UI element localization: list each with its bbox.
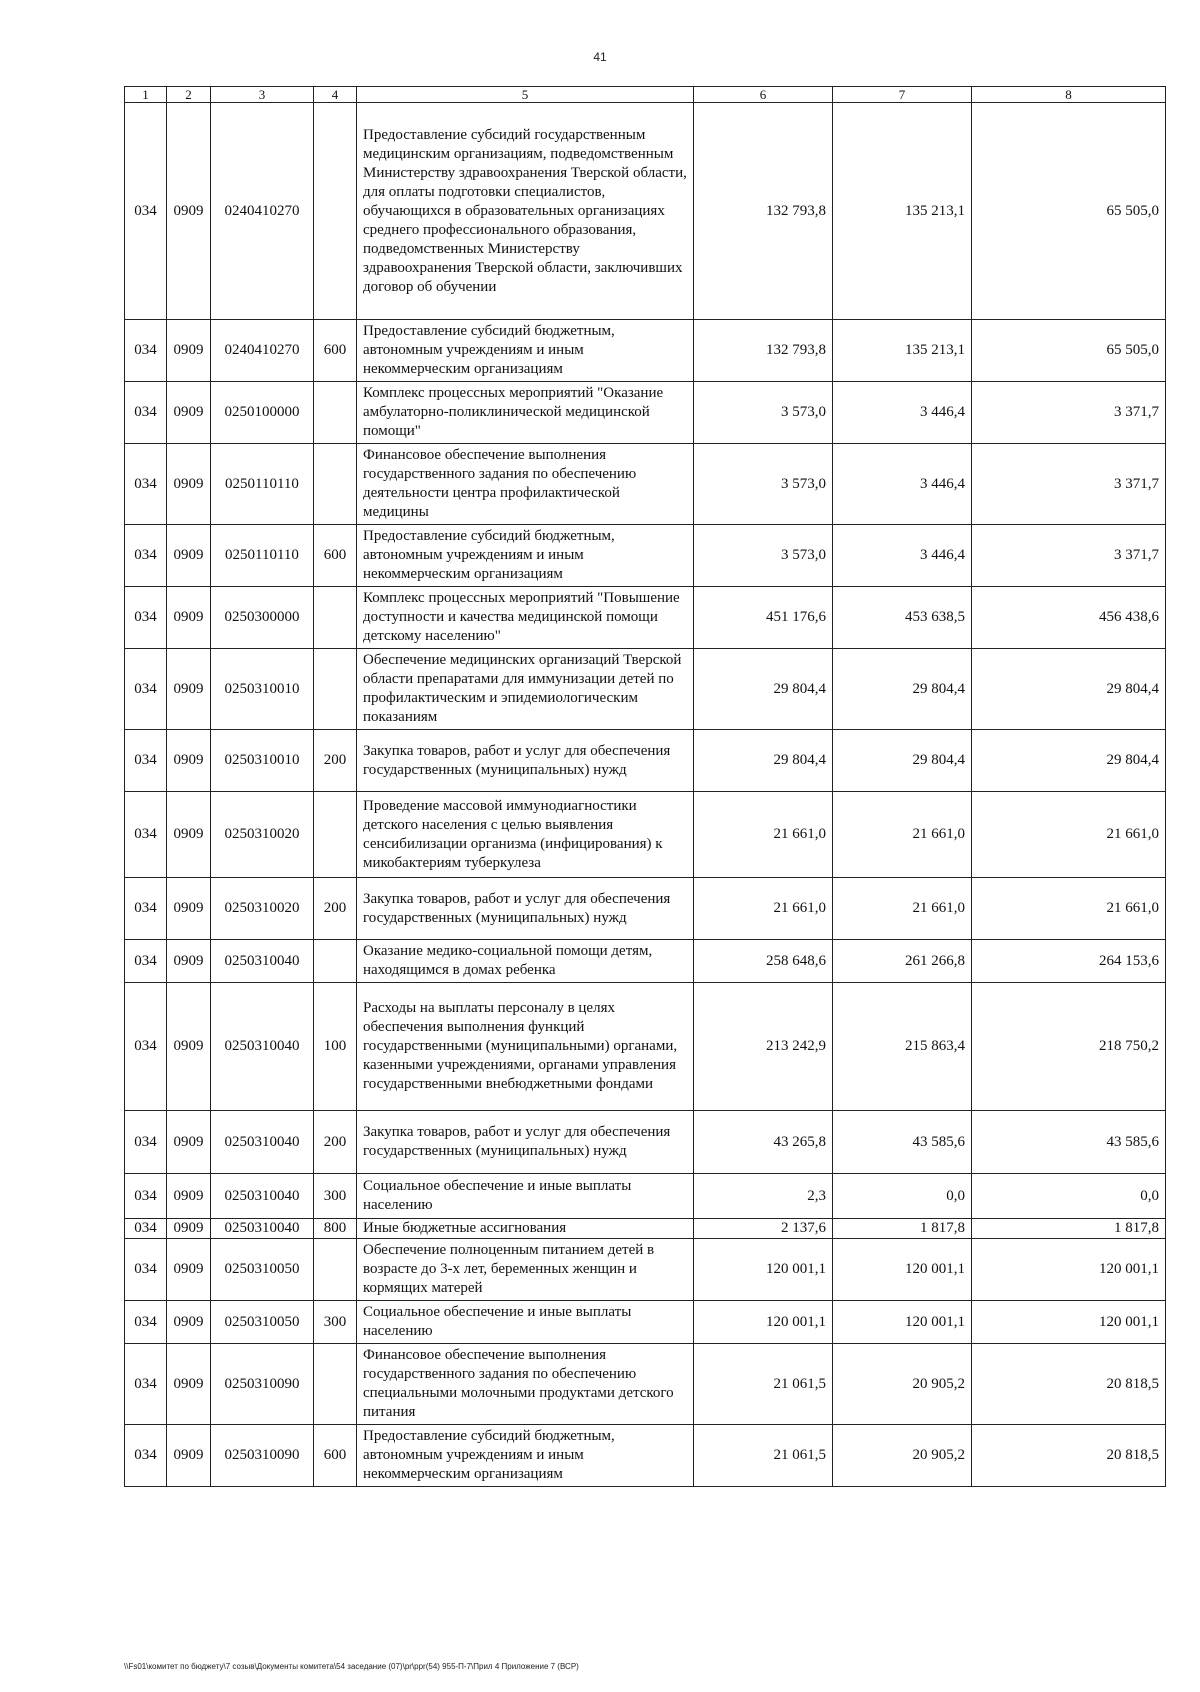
cell-amount-col7: 20 905,2 <box>833 1344 972 1425</box>
table-row <box>125 983 1166 1111</box>
cell-amount-col6: 2 137,6 <box>694 1219 833 1239</box>
table-row <box>125 587 1166 649</box>
cell-amount-col8: 3 371,7 <box>972 525 1166 587</box>
cell-amount-col8: 0,0 <box>972 1174 1166 1219</box>
cell-description: Предоставление субсидий бюджетным, автономным учреждениям и иным некоммерческим организациям <box>357 320 694 382</box>
cell-grbs: 034 <box>125 1219 167 1239</box>
cell-grbs: 034 <box>125 1111 167 1174</box>
table-row <box>125 525 1166 587</box>
cell-expense-type <box>314 103 357 320</box>
cell-target-article: 0250310040 <box>211 983 314 1111</box>
table-row <box>125 792 1166 878</box>
cell-amount-col6: 21 061,5 <box>694 1425 833 1487</box>
cell-amount-col7: 43 585,6 <box>833 1111 972 1174</box>
cell-target-article: 0250310010 <box>211 649 314 730</box>
cell-amount-col8: 120 001,1 <box>972 1301 1166 1344</box>
page-number: 41 <box>593 50 607 64</box>
cell-grbs: 034 <box>125 1344 167 1425</box>
cell-grbs: 034 <box>125 382 167 444</box>
cell-amount-col7: 3 446,4 <box>833 525 972 587</box>
cell-expense-type: 200 <box>314 1111 357 1174</box>
cell-amount-col8: 1 817,8 <box>972 1219 1166 1239</box>
cell-description: Оказание медико-социальной помощи детям, находящимся в домах ребенка <box>357 940 694 983</box>
budget-table <box>124 86 1166 1487</box>
table-row <box>125 103 1166 320</box>
cell-expense-type <box>314 444 357 525</box>
cell-expense-type: 200 <box>314 878 357 940</box>
cell-amount-col7: 261 266,8 <box>833 940 972 983</box>
cell-description: Предоставление субсидий государственным медицинским организациям, подведомственным Министерству здравоохранения Тверской области, для оплаты подготовки специалистов, обучающихся в образовательных организациях среднего профессионального образования, подведомственных Министерству здравоохранения Тверской области, заключивших договор об обучении <box>357 103 694 320</box>
cell-section: 0909 <box>167 1301 211 1344</box>
cell-target-article: 0250310050 <box>211 1239 314 1301</box>
cell-amount-col7: 120 001,1 <box>833 1301 972 1344</box>
cell-expense-type <box>314 649 357 730</box>
column-number-row <box>125 87 1166 103</box>
cell-target-article: 0250110110 <box>211 444 314 525</box>
cell-amount-col6: 21 661,0 <box>694 878 833 940</box>
cell-grbs: 034 <box>125 1425 167 1487</box>
cell-expense-type: 200 <box>314 730 357 792</box>
cell-expense-type: 800 <box>314 1219 357 1239</box>
cell-description: Закупка товаров, работ и услуг для обеспечения государственных (муниципальных) нужд <box>357 1111 694 1174</box>
table-row <box>125 1174 1166 1219</box>
column-header: 3 <box>211 87 314 103</box>
cell-amount-col6: 132 793,8 <box>694 320 833 382</box>
cell-expense-type <box>314 1239 357 1301</box>
column-header: 8 <box>972 87 1166 103</box>
cell-grbs: 034 <box>125 1301 167 1344</box>
cell-grbs: 034 <box>125 940 167 983</box>
cell-description: Закупка товаров, работ и услуг для обеспечения государственных (муниципальных) нужд <box>357 878 694 940</box>
cell-section: 0909 <box>167 1239 211 1301</box>
cell-description: Расходы на выплаты персоналу в целях обеспечения выполнения функций государственными (муниципальными) органами, казенными учреждениями, органами управления государственными внебюджетными фондами <box>357 983 694 1111</box>
cell-description: Проведение массовой иммунодиагностики детского населения с целью выявления сенсибилизации организма (инфицирования) к микобактериям туберкулеза <box>357 792 694 878</box>
cell-amount-col7: 3 446,4 <box>833 444 972 525</box>
cell-amount-col8: 264 153,6 <box>972 940 1166 983</box>
column-header: 4 <box>314 87 357 103</box>
cell-description: Комплекс процессных мероприятий "Оказание амбулаторно-поликлинической медицинской помощи" <box>357 382 694 444</box>
cell-amount-col7: 29 804,4 <box>833 730 972 792</box>
cell-amount-col6: 3 573,0 <box>694 444 833 525</box>
table-row <box>125 320 1166 382</box>
cell-grbs: 034 <box>125 730 167 792</box>
column-header: 2 <box>167 87 211 103</box>
cell-grbs: 034 <box>125 587 167 649</box>
table-row <box>125 1425 1166 1487</box>
table-row <box>125 1301 1166 1344</box>
cell-description: Закупка товаров, работ и услуг для обеспечения государственных (муниципальных) нужд <box>357 730 694 792</box>
cell-amount-col8: 43 585,6 <box>972 1111 1166 1174</box>
cell-amount-col8: 29 804,4 <box>972 730 1166 792</box>
cell-section: 0909 <box>167 940 211 983</box>
cell-section: 0909 <box>167 525 211 587</box>
cell-description: Социальное обеспечение и иные выплаты населению <box>357 1174 694 1219</box>
cell-target-article: 0250310050 <box>211 1301 314 1344</box>
cell-target-article: 0250310040 <box>211 1174 314 1219</box>
table-row <box>125 382 1166 444</box>
cell-section: 0909 <box>167 730 211 792</box>
cell-amount-col7: 29 804,4 <box>833 649 972 730</box>
cell-section: 0909 <box>167 587 211 649</box>
cell-target-article: 0250310040 <box>211 940 314 983</box>
cell-amount-col6: 29 804,4 <box>694 730 833 792</box>
cell-section: 0909 <box>167 444 211 525</box>
cell-target-article: 0250310010 <box>211 730 314 792</box>
cell-amount-col8: 21 661,0 <box>972 878 1166 940</box>
cell-grbs: 034 <box>125 525 167 587</box>
table-row <box>125 730 1166 792</box>
cell-target-article: 0250310040 <box>211 1111 314 1174</box>
cell-amount-col6: 43 265,8 <box>694 1111 833 1174</box>
cell-expense-type: 600 <box>314 525 357 587</box>
cell-expense-type: 600 <box>314 320 357 382</box>
column-header: 1 <box>125 87 167 103</box>
table-row <box>125 1219 1166 1239</box>
cell-description: Обеспечение медицинских организаций Тверской области препаратами для иммунизации детей по профилактическим и эпидемиологическим показаниям <box>357 649 694 730</box>
cell-section: 0909 <box>167 1344 211 1425</box>
cell-expense-type: 300 <box>314 1301 357 1344</box>
cell-amount-col7: 21 661,0 <box>833 878 972 940</box>
cell-amount-col8: 456 438,6 <box>972 587 1166 649</box>
cell-description: Иные бюджетные ассигнования <box>357 1219 694 1239</box>
cell-amount-col8: 21 661,0 <box>972 792 1166 878</box>
cell-grbs: 034 <box>125 1174 167 1219</box>
cell-section: 0909 <box>167 103 211 320</box>
cell-section: 0909 <box>167 1425 211 1487</box>
cell-amount-col6: 120 001,1 <box>694 1239 833 1301</box>
cell-grbs: 034 <box>125 320 167 382</box>
cell-description: Финансовое обеспечение выполнения государственного задания по обеспечению специальными молочными продуктами детского питания <box>357 1344 694 1425</box>
cell-amount-col6: 120 001,1 <box>694 1301 833 1344</box>
cell-section: 0909 <box>167 320 211 382</box>
table-row <box>125 1111 1166 1174</box>
cell-description: Предоставление субсидий бюджетным, автономным учреждениям и иным некоммерческим организациям <box>357 1425 694 1487</box>
cell-amount-col8: 65 505,0 <box>972 103 1166 320</box>
cell-amount-col7: 453 638,5 <box>833 587 972 649</box>
column-header: 7 <box>833 87 972 103</box>
cell-amount-col8: 20 818,5 <box>972 1344 1166 1425</box>
table-row <box>125 1239 1166 1301</box>
cell-section: 0909 <box>167 1174 211 1219</box>
cell-amount-col7: 0,0 <box>833 1174 972 1219</box>
cell-amount-col8: 218 750,2 <box>972 983 1166 1111</box>
column-header: 5 <box>357 87 694 103</box>
cell-amount-col6: 21 661,0 <box>694 792 833 878</box>
cell-amount-col6: 213 242,9 <box>694 983 833 1111</box>
table-row <box>125 940 1166 983</box>
cell-expense-type <box>314 1344 357 1425</box>
cell-expense-type <box>314 792 357 878</box>
cell-section: 0909 <box>167 649 211 730</box>
cell-description: Социальное обеспечение и иные выплаты населению <box>357 1301 694 1344</box>
cell-amount-col8: 120 001,1 <box>972 1239 1166 1301</box>
cell-grbs: 034 <box>125 1239 167 1301</box>
table-body <box>125 103 1166 1487</box>
cell-amount-col8: 3 371,7 <box>972 444 1166 525</box>
cell-section: 0909 <box>167 1111 211 1174</box>
cell-target-article: 0250310040 <box>211 1219 314 1239</box>
cell-expense-type: 600 <box>314 1425 357 1487</box>
column-header: 6 <box>694 87 833 103</box>
table-row <box>125 878 1166 940</box>
cell-grbs: 034 <box>125 444 167 525</box>
cell-description: Финансовое обеспечение выполнения государственного задания по обеспечению деятельности центра профилактической медицины <box>357 444 694 525</box>
cell-target-article: 0240410270 <box>211 103 314 320</box>
cell-amount-col8: 29 804,4 <box>972 649 1166 730</box>
cell-amount-col7: 21 661,0 <box>833 792 972 878</box>
cell-section: 0909 <box>167 792 211 878</box>
cell-description: Обеспечение полноценным питанием детей в возрасте до 3-х лет, беременных женщин и кормящих матерей <box>357 1239 694 1301</box>
cell-target-article: 0250110110 <box>211 525 314 587</box>
cell-expense-type: 100 <box>314 983 357 1111</box>
cell-section: 0909 <box>167 878 211 940</box>
cell-expense-type: 300 <box>314 1174 357 1219</box>
cell-section: 0909 <box>167 1219 211 1239</box>
cell-section: 0909 <box>167 983 211 1111</box>
cell-amount-col6: 451 176,6 <box>694 587 833 649</box>
cell-grbs: 034 <box>125 878 167 940</box>
cell-amount-col8: 3 371,7 <box>972 382 1166 444</box>
cell-target-article: 0250310090 <box>211 1425 314 1487</box>
cell-amount-col7: 215 863,4 <box>833 983 972 1111</box>
cell-amount-col8: 20 818,5 <box>972 1425 1166 1487</box>
cell-target-article: 0250300000 <box>211 587 314 649</box>
cell-expense-type <box>314 382 357 444</box>
cell-section: 0909 <box>167 382 211 444</box>
cell-amount-col7: 3 446,4 <box>833 382 972 444</box>
cell-target-article: 0250310020 <box>211 792 314 878</box>
cell-description: Комплекс процессных мероприятий "Повышение доступности и качества медицинской помощи детскому населению" <box>357 587 694 649</box>
cell-amount-col6: 258 648,6 <box>694 940 833 983</box>
cell-target-article: 0250100000 <box>211 382 314 444</box>
file-path-footer: \\Fs01\комитет по бюджету\7 созыв\Документы комитета\54 заседание (07)\pr\ppr(54) 955-П-7\Прил 4 Приложение 7 (ВСР) <box>124 1662 579 1671</box>
cell-amount-col7: 120 001,1 <box>833 1239 972 1301</box>
table-row <box>125 649 1166 730</box>
cell-amount-col6: 3 573,0 <box>694 382 833 444</box>
cell-amount-col7: 20 905,2 <box>833 1425 972 1487</box>
cell-description: Предоставление субсидий бюджетным, автономным учреждениям и иным некоммерческим организациям <box>357 525 694 587</box>
cell-target-article: 0240410270 <box>211 320 314 382</box>
cell-amount-col7: 1 817,8 <box>833 1219 972 1239</box>
cell-target-article: 0250310090 <box>211 1344 314 1425</box>
cell-expense-type <box>314 587 357 649</box>
cell-amount-col6: 132 793,8 <box>694 103 833 320</box>
cell-amount-col6: 29 804,4 <box>694 649 833 730</box>
cell-grbs: 034 <box>125 103 167 320</box>
cell-grbs: 034 <box>125 983 167 1111</box>
cell-grbs: 034 <box>125 649 167 730</box>
cell-expense-type <box>314 940 357 983</box>
cell-target-article: 0250310020 <box>211 878 314 940</box>
cell-amount-col8: 65 505,0 <box>972 320 1166 382</box>
table-row <box>125 444 1166 525</box>
cell-amount-col6: 21 061,5 <box>694 1344 833 1425</box>
cell-amount-col6: 2,3 <box>694 1174 833 1219</box>
cell-amount-col7: 135 213,1 <box>833 103 972 320</box>
cell-amount-col6: 3 573,0 <box>694 525 833 587</box>
cell-grbs: 034 <box>125 792 167 878</box>
cell-amount-col7: 135 213,1 <box>833 320 972 382</box>
table-row <box>125 1344 1166 1425</box>
